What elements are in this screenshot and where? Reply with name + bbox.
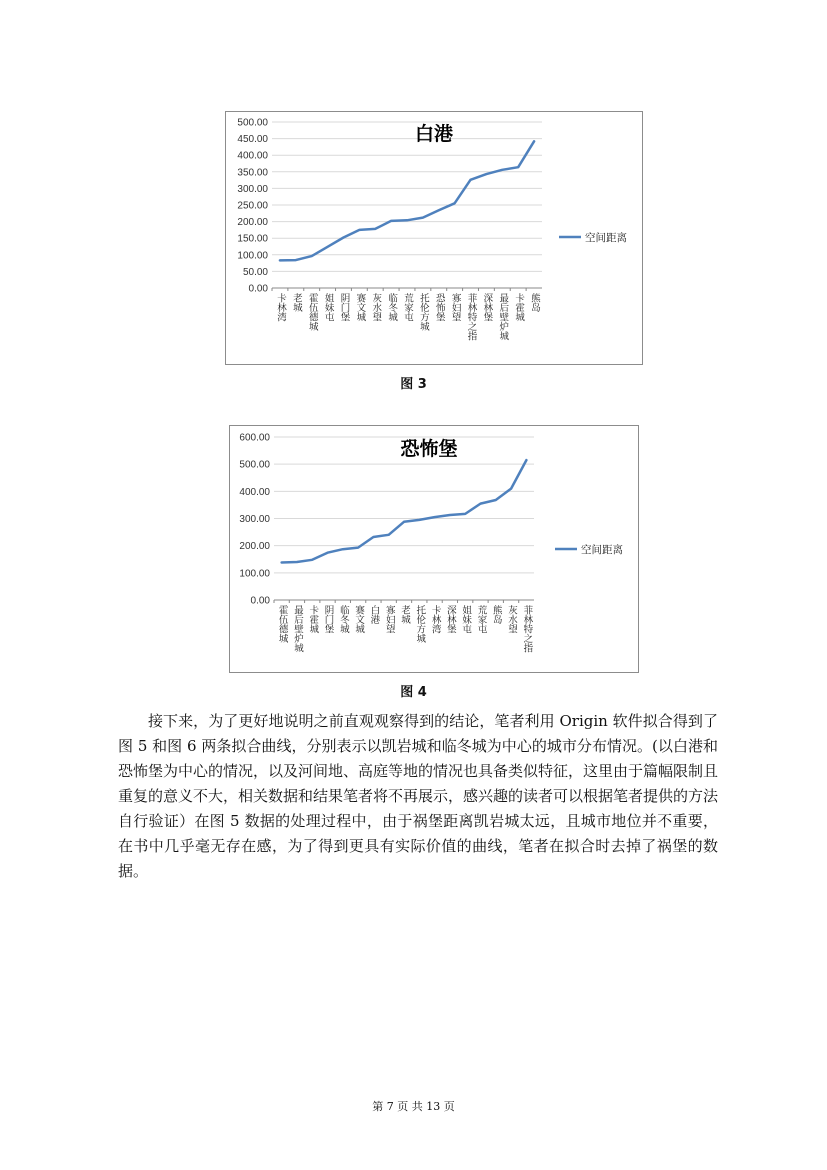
x-tick-label: 最后壁炉城 xyxy=(291,605,303,653)
y-tick-label: 400.00 xyxy=(237,150,268,162)
x-tick-label: 寡妇望 xyxy=(383,605,395,634)
series-line xyxy=(280,141,534,260)
x-tick-label: 老城 xyxy=(399,605,410,624)
x-tick-label: 熊岛 xyxy=(529,293,541,312)
y-tick-label: 500.00 xyxy=(237,117,268,129)
y-tick-label: 450.00 xyxy=(237,134,268,146)
x-tick-label: 托伦方城 xyxy=(417,293,429,331)
x-tick-label: 姐妹屯 xyxy=(322,293,334,322)
legend-label: 空间距离 xyxy=(585,232,627,244)
y-tick-label: 200.00 xyxy=(237,217,268,229)
figure-4-chart xyxy=(229,425,639,673)
y-tick-label: 400.00 xyxy=(239,486,270,498)
figure-4-caption: 图 4 xyxy=(400,685,427,700)
y-tick-label: 100.00 xyxy=(239,568,270,580)
figure-3-chart xyxy=(225,111,643,365)
x-tick-label: 霍伍德城 xyxy=(306,293,318,331)
y-tick-label: 350.00 xyxy=(237,167,268,179)
x-tick-label: 霍伍德城 xyxy=(276,605,288,643)
x-tick-label: 卡霍城 xyxy=(307,605,319,634)
page-footer: 第 7 页 共 13 页 xyxy=(372,1100,455,1113)
x-tick-label: 赛文城 xyxy=(354,293,366,322)
x-tick-label: 恐怖堡 xyxy=(433,293,445,322)
y-tick-label: 100.00 xyxy=(237,250,268,262)
x-tick-label: 寡妇望 xyxy=(449,293,461,322)
x-tick-label: 卡林湾 xyxy=(274,293,286,322)
y-tick-label: 200.00 xyxy=(239,541,270,553)
y-tick-label: 300.00 xyxy=(239,514,270,525)
body-text xyxy=(118,709,718,884)
x-tick-label: 熊岛 xyxy=(490,605,502,624)
x-tick-label: 荒家屯 xyxy=(402,293,413,322)
y-tick-label: 250.00 xyxy=(237,200,268,212)
x-tick-label: 阴门堡 xyxy=(338,293,350,322)
x-tick-label: 菲林特之指 xyxy=(465,293,477,341)
chart-title: 恐怖堡 xyxy=(400,438,458,460)
x-tick-label: 老城 xyxy=(290,293,302,312)
x-tick-label: 托伦方城 xyxy=(414,605,426,643)
x-tick-label: 临冬城 xyxy=(386,293,398,322)
legend-label: 空间距离 xyxy=(581,544,623,556)
y-tick-label: 300.00 xyxy=(237,183,268,195)
x-tick-label: 深林堡 xyxy=(444,605,456,634)
x-tick-label: 灰水望 xyxy=(506,605,518,634)
x-tick-label: 灰水望 xyxy=(370,293,382,322)
x-tick-label: 最后壁炉城 xyxy=(497,293,509,341)
x-tick-label: 临冬城 xyxy=(337,605,349,634)
x-tick-label: 菲林特之指 xyxy=(521,605,533,653)
y-tick-label: 0.00 xyxy=(248,283,268,295)
x-tick-label: 阴门堡 xyxy=(322,605,334,634)
y-tick-label: 500.00 xyxy=(239,459,270,471)
series-line xyxy=(282,460,527,562)
x-tick-label: 荒家屯 xyxy=(475,605,487,634)
y-tick-label: 600.00 xyxy=(239,432,270,444)
x-tick-label: 赛文城 xyxy=(353,605,365,634)
figure-3-caption: 图 3 xyxy=(400,377,427,392)
x-tick-label: 姐妹屯 xyxy=(460,605,472,634)
y-tick-label: 50.00 xyxy=(242,266,268,278)
chart-title: 白港 xyxy=(414,123,454,145)
x-tick-label: 深林堡 xyxy=(481,293,493,322)
y-tick-label: 150.00 xyxy=(237,233,268,245)
x-tick-label: 卡霍城 xyxy=(513,293,525,322)
line-chart-baigang xyxy=(226,112,642,364)
line-chart-kongbubao xyxy=(230,426,638,672)
y-tick-label: 0.00 xyxy=(250,595,270,607)
paragraph: 接下来，为了更好地说明之前直观观察得到的结论，笔者利用 Origin 软件拟合得到了图 5 和图 6 两条拟合曲线，分别表示以凯岩城和临冬城为中心的城市分布情况。(以白港和恐怖堡为中心的情况，以及河间地、高庭等地的情况也具备类似特征，这里由于篇幅限制且重复的意义不大，相关数据和结果笔者将不再展示，感兴趣的读者可以根据笔者提供的方法自行验证）在图 5 数据的处理过程中，由于祸堡距离凯岩城太远，且城市地位并不重要，在书中几乎毫无存在感，为了得到更具有实际价值的曲线，笔者在拟合时去掉了祸堡的数据。 xyxy=(118,712,719,880)
x-tick-label: 白港 xyxy=(368,605,380,624)
x-tick-label: 卡林湾 xyxy=(429,605,441,634)
